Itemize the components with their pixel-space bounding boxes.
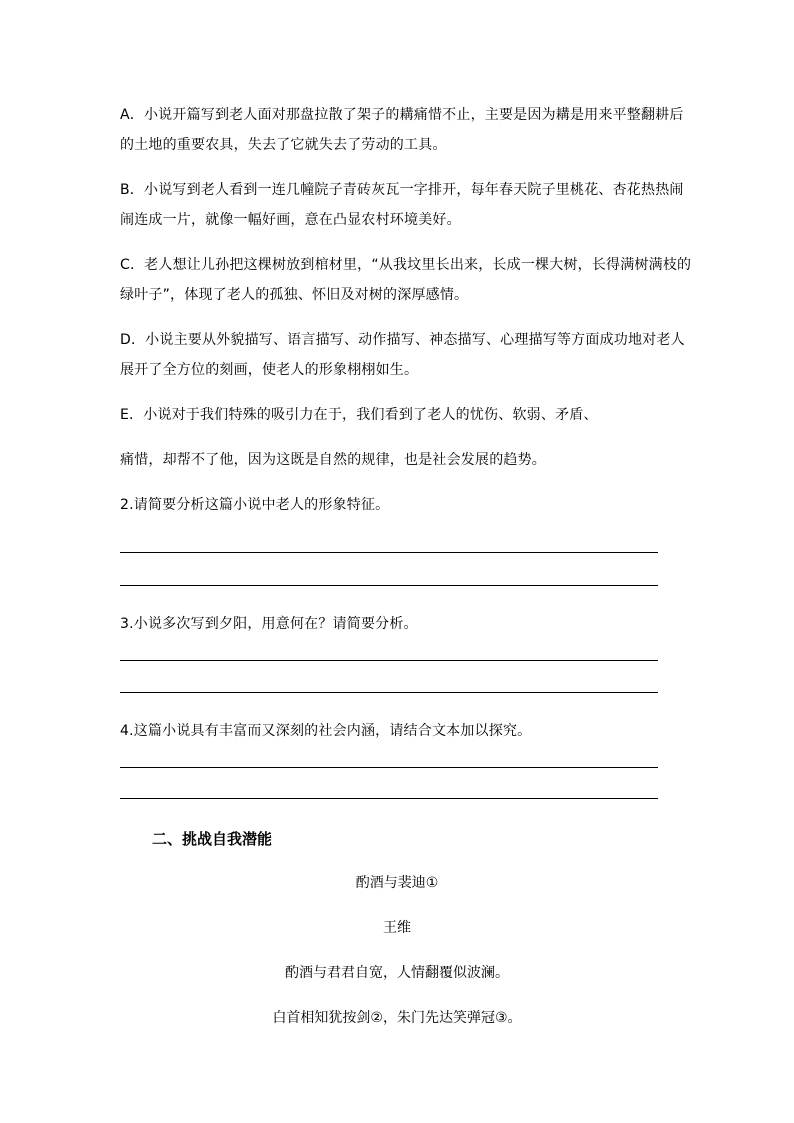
poem-line-1: 酌酒与君君自宽，人情翻覆似波澜。 [285, 965, 509, 981]
answer-line[interactable] [120, 552, 658, 553]
option-d-line-1: D．小说主要从外貌描写、语言描写、动作描写、神态描写、心理描写等方面成功地对老人 [120, 332, 685, 348]
option-b-line-2: 闹连成一片，就像一幅好画，意在凸显农村环境美好。 [120, 212, 461, 228]
question-2: 2.请简要分析这篇小说中老人的形象特征。 [120, 497, 390, 513]
answer-line[interactable] [120, 692, 658, 693]
answer-line[interactable] [120, 798, 658, 799]
option-b-line-1: B．小说写到老人看到一连几幢院子青砖灰瓦一字排开，每年春天院子里桃花、杏花热热闹 [120, 182, 684, 198]
option-a-line-2: 的土地的重要农具，失去了它就失去了劳动的工具。 [120, 137, 447, 153]
answer-line[interactable] [120, 767, 658, 768]
poem-author: 王维 [383, 920, 411, 936]
option-c-line-1: C．老人想让儿孙把这棵树放到棺材里，“从我坟里长出来，长成一棵大树，长得满树满枝的 [120, 257, 692, 273]
option-a-line-1: A．小说开篇写到老人面对那盘拉散了架子的耩痛惜不止，主要是因为耩是用来平整翻耕后 [120, 107, 684, 123]
option-d-line-2: 展开了全方位的刻画，使老人的形象栩栩如生。 [120, 362, 419, 378]
option-c-line-2: 绿叶子”，体现了老人的孤独、怀旧及对树的深厚感情。 [120, 287, 469, 303]
poem-line-2: 白首相知犹按剑②，朱门先达笑弹冠③。 [272, 1010, 522, 1026]
poem-title: 酌酒与裴迪① [355, 875, 439, 891]
section-heading: 二、挑战自我潜能 [152, 830, 273, 848]
option-e-line-1: E．小说对于我们特殊的吸引力在于，我们看到了老人的忧伤、软弱、矛盾、 [120, 407, 598, 423]
option-e-line-2: 痛惜，却帮不了他，因为这既是自然的规律，也是社会发展的趋势。 [120, 452, 546, 468]
answer-line[interactable] [120, 585, 658, 586]
question-3: 3.小说多次写到夕阳，用意何在？请简要分析。 [120, 616, 418, 632]
question-4: 4.这篇小说具有丰富而又深刻的社会内涵，请结合文本加以探究。 [120, 723, 532, 739]
answer-line[interactable] [120, 660, 658, 661]
